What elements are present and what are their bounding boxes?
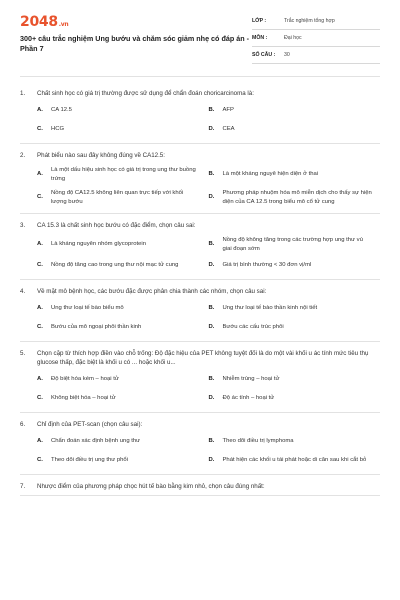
question-item (20, 82, 380, 144)
meta-value: Đại học (284, 35, 302, 41)
meta-label: MÔN : (252, 35, 268, 41)
logo-main-text: 2048 (20, 14, 58, 30)
option-letter: D. (208, 126, 215, 133)
question-prompt: Chọn cặp từ thích hợp điền vào chỗ trống: Độ đặc hiệu của PET không tuyệt đối là do một vài khối u ác tính mức tiêu thụ glucose thấp, đặc biệt là khối u có ... hoặc khối u... (37, 350, 369, 366)
answer-option[interactable] (37, 101, 209, 120)
answer-option[interactable] (37, 370, 209, 389)
answer-option[interactable] (37, 451, 209, 470)
option-letter: A. (37, 241, 43, 248)
answer-options (20, 370, 380, 408)
option-text: Nồng độ CA12.5 không liên quan trực tiếp với khối lượng bướu (51, 190, 184, 205)
answer-option[interactable] (37, 389, 209, 408)
answer-option[interactable] (209, 163, 381, 186)
question-prompt: Chỉ định của PET-scan (chọn câu sai): (37, 421, 143, 428)
answer-option[interactable] (209, 299, 381, 318)
option-text: Độ ác tính – hoại tử (222, 395, 275, 402)
option-letter: D. (208, 194, 215, 201)
question-number: 7. (20, 483, 26, 490)
answer-option[interactable] (37, 432, 209, 451)
question-text (20, 349, 380, 367)
answer-options (20, 299, 380, 337)
answer-option[interactable] (37, 318, 209, 337)
question-item (20, 413, 380, 475)
answer-option[interactable] (37, 186, 209, 209)
option-text: Là kháng nguyên nhóm glycoprotein (51, 241, 146, 248)
answer-option[interactable] (209, 120, 381, 139)
question-item (20, 280, 380, 342)
option-text: CEA (222, 126, 235, 133)
option-letter: D. (208, 395, 215, 402)
option-text: Nồng độ tăng cao trong ung thư nội mạc tử cung (51, 262, 179, 269)
question-text (20, 287, 380, 296)
question-number: 3. (20, 222, 26, 229)
answer-option[interactable] (209, 318, 381, 337)
option-letter: D. (208, 457, 215, 464)
question-item (20, 342, 380, 413)
option-text: Phát hiện các khối u tái phát hoặc di căn sau khi cắt bỏ (222, 457, 367, 464)
answer-option[interactable] (37, 299, 209, 318)
option-text: Theo dõi điều trị lymphoma (222, 438, 294, 445)
answer-option[interactable] (209, 101, 381, 120)
option-letter: C. (37, 457, 43, 464)
answer-option[interactable] (209, 233, 381, 256)
meta-row-count (252, 47, 380, 64)
document-title: 300+ câu trắc nghiệm Ung bướu và chăm sóc giảm nhẹ có đáp án - Phần 7 (20, 34, 249, 53)
option-letter: D. (208, 324, 215, 331)
option-text: Theo dõi điều trị ung thư phổi (51, 457, 128, 464)
meta-label: LỚP : (252, 18, 267, 24)
meta-row-subject (252, 30, 380, 47)
answer-option[interactable] (209, 370, 381, 389)
question-number: 1. (20, 90, 26, 97)
option-letter: D. (208, 262, 215, 269)
option-letter: B. (208, 376, 215, 383)
question-text (20, 420, 380, 429)
answer-options (20, 101, 380, 139)
option-letter: A. (37, 171, 43, 178)
option-letter: A. (37, 305, 43, 312)
document-meta (252, 13, 380, 64)
answer-option[interactable] (209, 256, 381, 275)
option-letter: C. (37, 262, 43, 269)
option-letter: C. (37, 395, 43, 402)
meta-value: Trắc nghiệm tổng hợp (284, 18, 335, 24)
question-prompt: Nhược điểm của phương pháp chọc hút tế bào bằng kim nhỏ, chọn câu đúng nhất: (37, 483, 265, 490)
option-letter: A. (37, 107, 43, 114)
question-text (20, 151, 380, 160)
option-letter: B. (208, 241, 215, 248)
document-header (0, 0, 400, 72)
question-prompt: Về mặt mô bệnh học, các bướu đặc được phân chia thành các nhóm, chọn câu sai: (37, 288, 267, 295)
answer-option[interactable] (209, 432, 381, 451)
question-prompt: CA 15.3 là chất sinh học bướu có đặc điểm, chọn câu sai: (37, 222, 196, 229)
option-text: Phương pháp nhuộm hóa mô miễn dịch cho thấy sự hiện diện của CA 12.5 trong biểu mô cổ tử cung (222, 190, 372, 205)
site-logo[interactable] (20, 14, 68, 30)
meta-value: 30 (284, 52, 290, 58)
option-letter: B. (208, 438, 215, 445)
option-letter: C. (37, 194, 43, 201)
option-text: Độ biệt hóa kém – hoại tử (51, 376, 119, 383)
question-item (20, 214, 380, 280)
question-text (20, 482, 380, 491)
option-letter: A. (37, 438, 43, 445)
answer-option[interactable] (37, 256, 209, 275)
answer-option[interactable] (37, 163, 209, 186)
answer-option[interactable] (209, 451, 381, 470)
option-text: HCG (51, 126, 65, 133)
question-text (20, 89, 380, 98)
question-item (20, 475, 380, 496)
option-letter: C. (37, 324, 43, 331)
answer-options (20, 432, 380, 470)
logo-sub-text: .vn (58, 21, 69, 28)
option-text: Bướu các cấu trúc phôi (222, 324, 284, 331)
option-letter: A. (37, 376, 43, 383)
question-item (20, 144, 380, 214)
answer-option[interactable] (37, 233, 209, 256)
answer-option[interactable] (37, 120, 209, 139)
option-text: Không biệt hóa – hoại tử (51, 395, 116, 402)
question-prompt: Phát biểu nào sau đây không đúng về CA12.5: (37, 152, 165, 159)
option-text: Là một dấu hiệu sinh học có giá trị trong ung thư buồng trứng (51, 167, 196, 182)
question-number: 6. (20, 421, 26, 428)
option-letter: C. (37, 126, 43, 133)
answer-options (20, 163, 380, 209)
option-letter: B. (208, 107, 215, 114)
option-text: Nồng độ không tăng trong các trường hợp ung thư vú giai đoạn sớm (222, 237, 363, 252)
question-list (20, 82, 380, 496)
question-prompt: Chất sinh học có giá trị thường được sử dụng để chẩn đoán choricarcinoma là: (37, 90, 254, 97)
header-divider (20, 76, 380, 77)
option-text: Giá trị bình thường < 30 đơn vị/ml (222, 262, 312, 269)
option-text: Ung thư loại tế bào thần kinh nội tiết (222, 305, 318, 312)
question-text (20, 221, 380, 230)
option-text: Là một kháng nguyê hiện diện ở thai (222, 171, 319, 178)
option-letter: B. (208, 305, 215, 312)
option-text: Ung thư loại tế bào biểu mô (51, 305, 124, 312)
option-letter: B. (208, 171, 215, 178)
answer-options (20, 233, 380, 275)
answer-option[interactable] (209, 389, 381, 408)
option-text: Nhiễm trùng – hoại tử (222, 376, 280, 383)
option-text: Bướu của mô ngoại phôi thần kinh (51, 324, 142, 331)
answer-option[interactable] (209, 186, 381, 209)
option-text: CA 12.5 (51, 107, 72, 114)
meta-label: SỐ CÂU : (252, 52, 276, 58)
option-text: AFP (222, 107, 234, 114)
option-text: Chẩn đoán xác định bệnh ung thư (51, 438, 141, 445)
meta-row-class (252, 13, 380, 30)
question-number: 5. (20, 350, 26, 357)
question-number: 4. (20, 288, 26, 295)
question-number: 2. (20, 152, 26, 159)
